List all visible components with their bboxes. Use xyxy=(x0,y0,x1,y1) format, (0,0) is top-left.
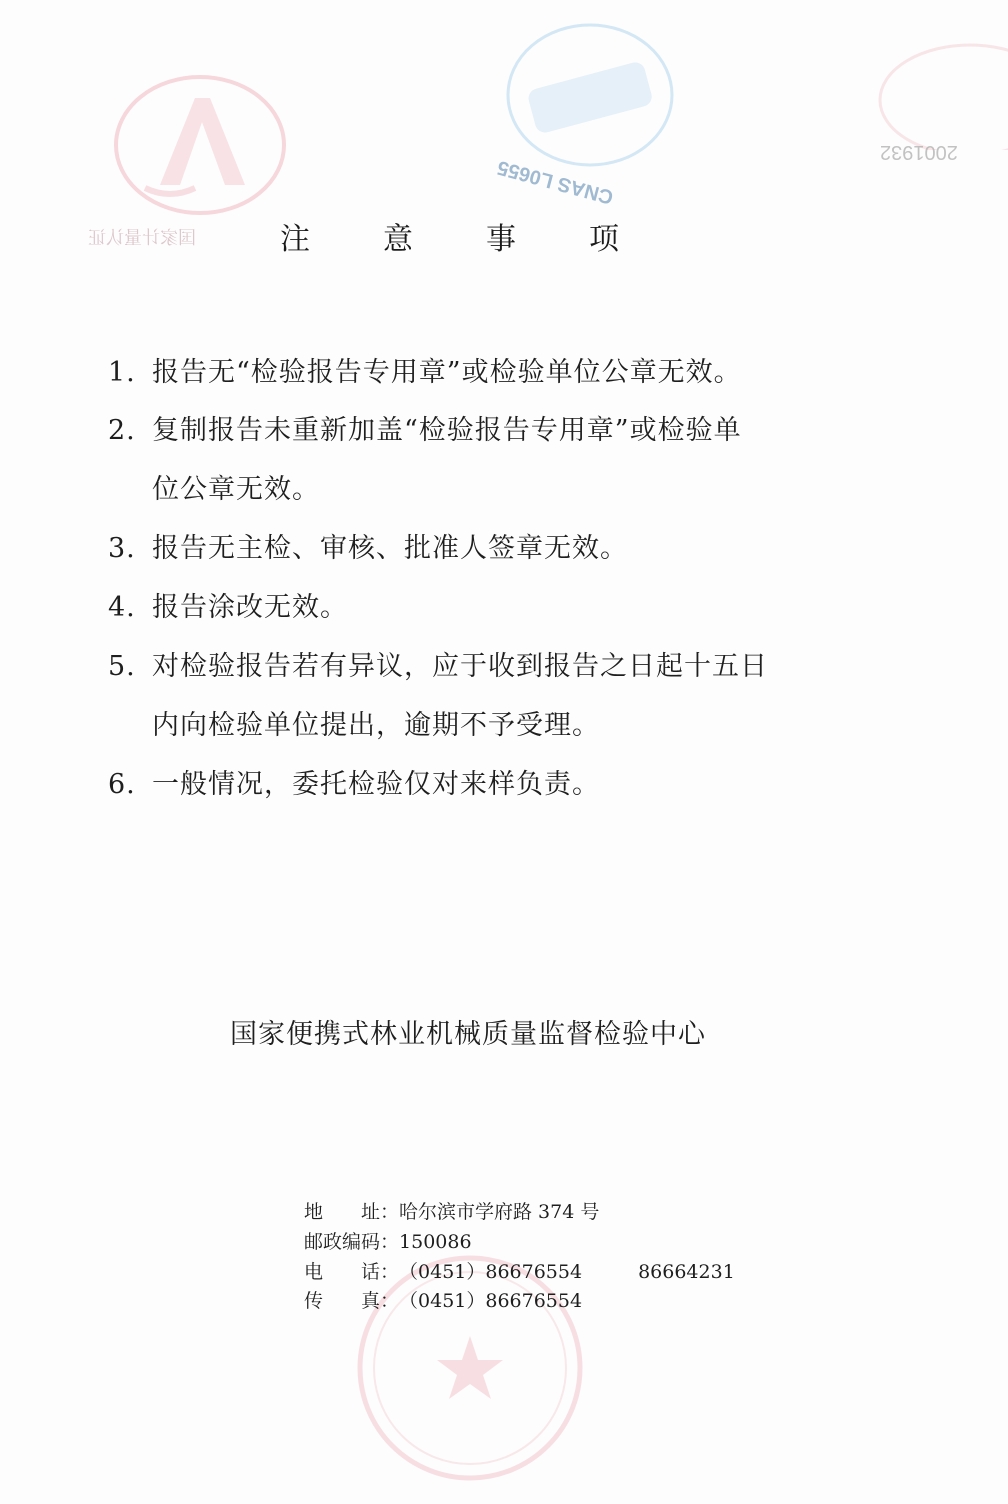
address-line xyxy=(304,1197,599,1224)
official-seal xyxy=(350,1248,590,1488)
item-number: 3. xyxy=(108,533,136,564)
item-text: 复制报告未重新加盖“检验报告专用章”或检验单 xyxy=(152,415,742,446)
cma-stamp-text: 国家计量认证 xyxy=(88,228,196,249)
address-value: 哈尔滨市学府路 374 号 xyxy=(399,1201,600,1223)
title-char: 项 xyxy=(589,222,619,257)
notice-item xyxy=(108,526,628,565)
item-text: 对检验报告若有异议，应于收到报告之日起十五日 xyxy=(152,651,768,682)
postcode-value: 150086 xyxy=(399,1231,472,1253)
notice-item xyxy=(108,762,600,801)
notice-item xyxy=(108,585,348,624)
cma-stamp xyxy=(110,70,290,220)
item-text-continued: 位公章无效。 xyxy=(152,474,320,505)
phone-line xyxy=(304,1257,735,1284)
item-text: 一般情况，委托检验仅对来样负责。 xyxy=(152,769,600,800)
title-char: 意 xyxy=(383,222,413,257)
phone-value-2: 86664231 xyxy=(638,1261,735,1283)
corner-stamp-number: 2001932 xyxy=(880,141,958,163)
fax-label: 传 真： xyxy=(304,1290,400,1312)
fax-value: （0451）86676554 xyxy=(399,1290,583,1312)
item-text-continued: 内向检验单位提出，逾期不予受理。 xyxy=(152,710,600,741)
postcode-label: 邮政编码： xyxy=(304,1231,400,1253)
organization-name: 国家便携式林业机械质量监督检验中心 xyxy=(230,1019,706,1050)
item-number: 6. xyxy=(108,769,136,800)
postcode-line xyxy=(304,1227,472,1254)
item-number: 2. xyxy=(108,415,136,446)
item-text: 报告无“检验报告专用章”或检验单位公章无效。 xyxy=(152,357,742,388)
phone-label: 电 话： xyxy=(304,1261,400,1283)
item-number: 4. xyxy=(108,592,136,623)
title-char: 注 xyxy=(280,222,310,257)
item-text: 报告涂改无效。 xyxy=(152,592,348,623)
notice-item xyxy=(108,408,742,447)
phone-value: （0451）86676554 xyxy=(399,1261,583,1283)
item-number: 1. xyxy=(108,357,136,388)
item-text: 报告无主检、审核、批准人签章无效。 xyxy=(152,533,628,564)
fax-line xyxy=(304,1286,582,1313)
cnas-stamp-text: CNAS L0655 xyxy=(495,155,616,208)
item-number: 5. xyxy=(108,651,136,682)
notice-item xyxy=(108,350,742,389)
corner-stamp xyxy=(860,40,1008,150)
notice-item xyxy=(108,644,768,683)
title-char: 事 xyxy=(486,222,516,257)
address-label: 地 址： xyxy=(304,1201,400,1223)
